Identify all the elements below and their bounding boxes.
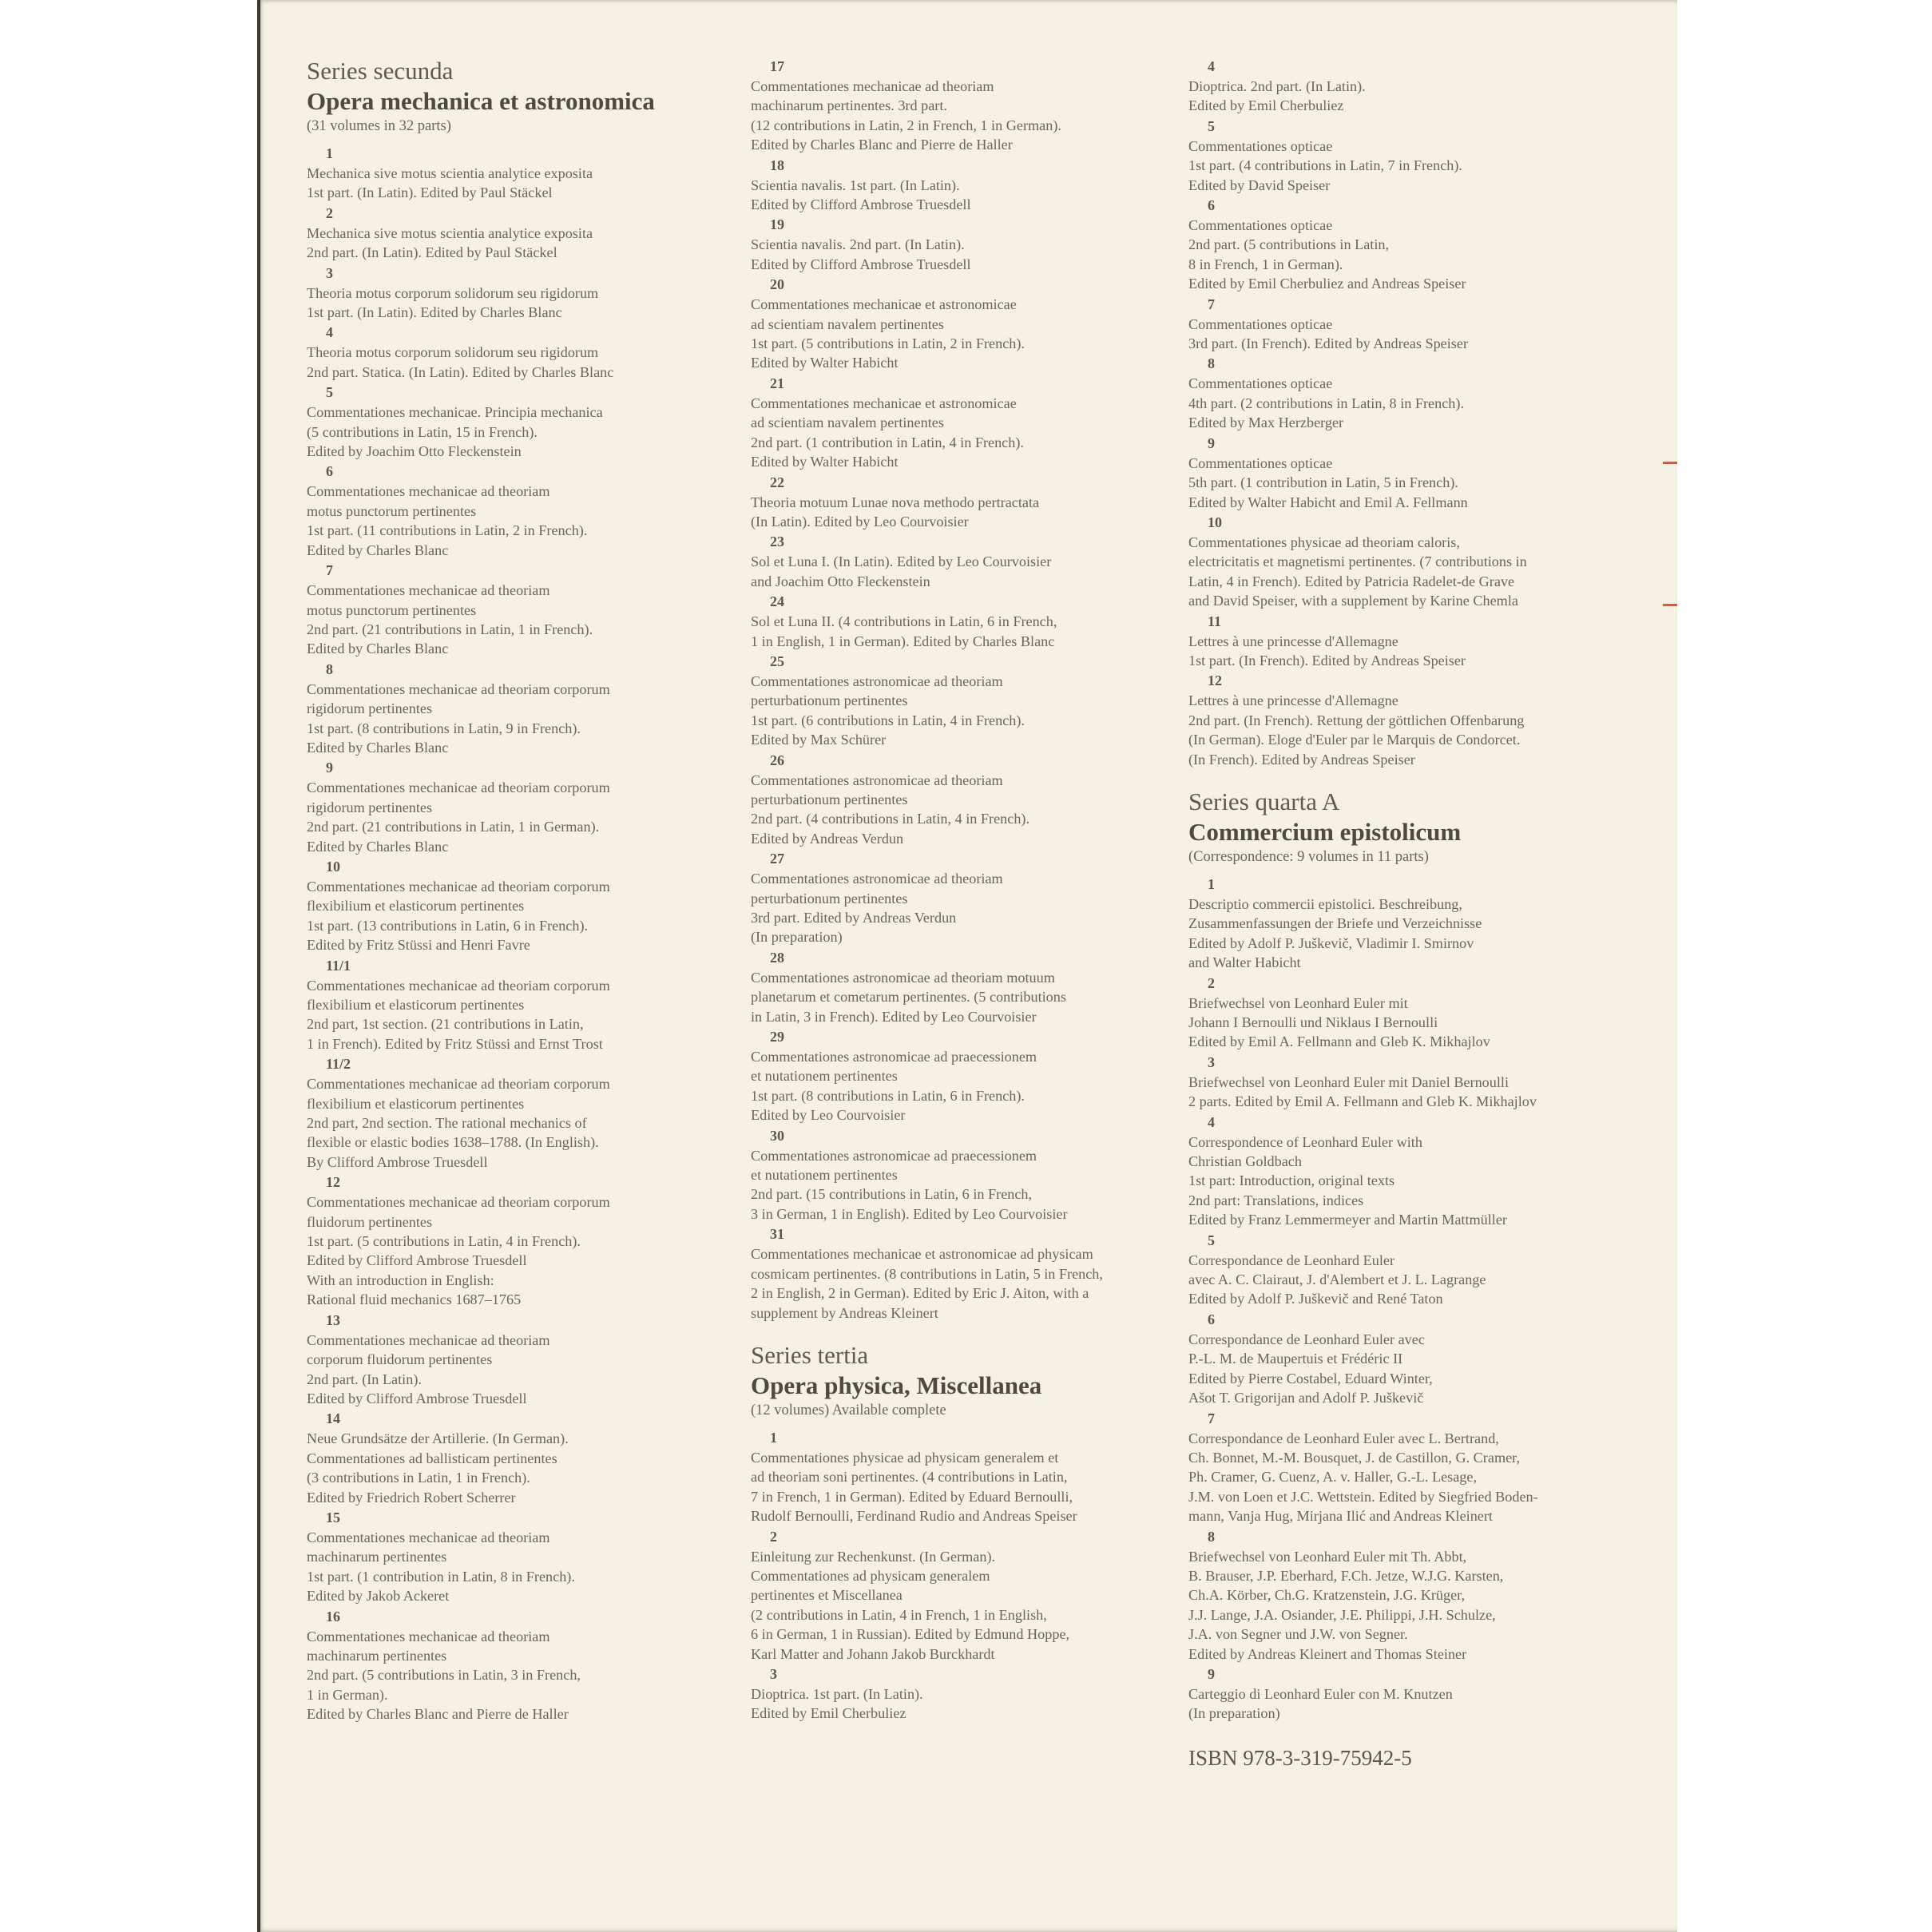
volume-number: 6 <box>1208 197 1215 214</box>
volume-entry <box>1188 56 1652 116</box>
volume-entry <box>751 750 1174 849</box>
volume-number: 22 <box>770 474 784 490</box>
volume-entry <box>307 263 714 323</box>
volume-description: Neue Grundsätze der Artillerie. (In German). Commentationes ad ballisticam pertinentes (3 contributions in Latin, 1 in French). Edited by Friedrich Robert Scherrer <box>307 1430 569 1506</box>
volume-number: 26 <box>770 752 784 768</box>
volume-number: 3 <box>1208 1053 1215 1070</box>
volume-number: 6 <box>326 463 333 480</box>
volume-number: 10 <box>326 858 340 875</box>
volume-number: 31 <box>770 1226 784 1243</box>
volume-description: Correspondance de Leonhard Euler avec L. Bertrand, Ch. Bonnet, M.-M. Bousquet, J. de Castillon, G. Cramer, Ph. Cramer, G. Cuenz, A. v. Haller, G.-L. Lesage, J.M. von Loen et J.C. Wettstein. Edited by Siegfried Boden- mann, Vanja Hug, Mirjana Ilić and Andreas Kleinert <box>1188 1430 1538 1525</box>
volume-entry <box>1188 1230 1652 1309</box>
volume-description: Commentationes mechanicae ad theoriam corporum flexibilium et elasticorum pertinentes 1st part. (13 contributions in Latin, 6 in French). Edited by Fritz Stüssi and Henri Favre <box>307 878 610 954</box>
volume-description: Commentationes mechanicae ad theoriam motus punctorum pertinentes 1st part. (11 contributions in Latin, 2 in French). Edited by Charles Blanc <box>307 483 588 558</box>
volume-entry <box>307 461 714 560</box>
edge-mark <box>1663 604 1677 606</box>
volume-number: 3 <box>326 264 333 281</box>
volume-description: Commentationes astronomicae ad theoriam perturbationum pertinentes 3rd part. Edited by Andreas Verdun (In preparation) <box>751 871 1003 946</box>
volume-number: 7 <box>1208 296 1215 312</box>
volume-entry <box>307 1408 714 1507</box>
series-block <box>1188 787 1652 1724</box>
volume-entry <box>751 531 1174 591</box>
volume-entry <box>307 382 714 461</box>
volume-number: 11/2 <box>326 1056 351 1073</box>
volume-entry <box>1188 973 1652 1052</box>
volume-description: Lettres à une princesse d'Allemagne 1st part. (In French). Edited by Andreas Speiser <box>1188 633 1466 668</box>
volume-entry <box>1188 1309 1652 1408</box>
volume-description: Theoria motus corporum solidorum seu rigidorum 2nd part. Statica. (In Latin). Edited by Charles Blanc <box>307 344 614 380</box>
volume-entry <box>751 1526 1174 1664</box>
volume-description: Commentationes astronomicae ad theoriam perturbationum pertinentes 2nd part. (4 contributions in Latin, 4 in French). Edited by Andreas Verdun <box>751 772 1030 847</box>
volume-number: 16 <box>326 1608 340 1625</box>
volume-description: Einleitung zur Rechenkunst. (In German). Commentationes ad physicam generalem pertinentes et Miscellanea (2 contributions in Latin, 4 in French, 1 in English, 6 in German, 1 in Russian). Edited by Edmund Hoppe, Karl Matter and Johann Jakob Burckhardt <box>751 1548 1070 1662</box>
volume-description: Commentationes mechanicae ad theoriam machinarum pertinentes 1st part. (1 contribution in Latin, 8 in French). Edited by Jakob Ackeret <box>307 1529 575 1605</box>
volume-number: 6 <box>1208 1311 1215 1327</box>
volume-entry <box>1188 195 1652 294</box>
volume-number: 5 <box>1208 1232 1215 1248</box>
volume-entry <box>751 155 1174 215</box>
volume-number: 5 <box>1208 117 1215 134</box>
volume-description: Commentationes mechanicae ad theoriam corporum fluidorum pertinentes 1st part. (5 contributions in Latin, 4 in French). Edited by Clifford Ambrose Truesdell With an introduction in English: Rational fluid mechanics 1687–1765 <box>307 1194 610 1308</box>
volume-entry <box>751 274 1174 373</box>
volume-description: Commentationes mechanicae ad theoriam corporum rigidorum pertinentes 1st part. (8 contributions in Latin, 9 in French). Edited by Charles Blanc <box>307 680 610 756</box>
volume-description: Commentationes opticae 4th part. (2 contributions in Latin, 8 in French). Edited by Max Herzberger <box>1188 375 1464 431</box>
volume-description: Commentationes mechanicae ad theoriam corporum flexibilium et elasticorum pertinentes 2nd part, 2nd section. The rational mechanics of flexible or elastic bodies 1638–1788. (In English). By Clifford Ambrose Truesdell <box>307 1076 610 1170</box>
volume-number: 8 <box>1208 355 1215 372</box>
volume-number: 28 <box>770 949 784 966</box>
series-block <box>307 56 714 1724</box>
volume-entry <box>1188 1664 1652 1724</box>
series-note: (Correspondence: 9 volumes in 11 parts) <box>1188 848 1429 865</box>
volume-number: 12 <box>1208 672 1222 689</box>
book-back-cover <box>257 0 1677 1932</box>
column-2 <box>751 56 1174 1724</box>
volume-number: 1 <box>326 145 333 161</box>
volume-entry <box>307 955 714 1054</box>
series-label: Series quarta A <box>1188 787 1340 815</box>
volume-description: Commentationes opticae 1st part. (4 contributions in Latin, 7 in French). Edited by David Speiser <box>1188 137 1462 193</box>
series-title: Opera physica, Miscellanea <box>751 1371 1042 1399</box>
volume-description: Scientia navalis. 1st part. (In Latin). Edited by Clifford Ambrose Truesdell <box>751 177 971 213</box>
volume-description: Theoria motus corporum solidorum seu rigidorum 1st part. (In Latin). Edited by Charles Blanc <box>307 284 599 321</box>
edge-mark <box>1663 462 1677 464</box>
volume-entry <box>1188 116 1652 195</box>
volume-description: Commentationes mechanicae ad theoriam machinarum pertinentes 2nd part. (5 contributions in Latin, 3 in French, 1 in German). Edited by Charles Blanc and Pierre de Haller <box>307 1628 581 1723</box>
series-block <box>1188 56 1652 769</box>
volume-number: 1 <box>770 1429 777 1446</box>
volume-entry <box>307 560 714 659</box>
volume-number: 19 <box>770 216 784 233</box>
volume-number: 10 <box>1208 514 1222 530</box>
column-1 <box>307 56 714 1724</box>
series-label: Series secunda <box>307 57 454 85</box>
volume-number: 21 <box>770 375 784 391</box>
volume-number: 9 <box>1208 434 1215 451</box>
volume-number: 2 <box>1208 974 1215 991</box>
volume-number: 20 <box>770 276 784 293</box>
volume-description: Commentationes physicae ad physicam generalem et ad theoriam soni pertinentes. (4 contributions in Latin, 7 in French, 1 in German). Edited by Eduard Bernoulli, Rudolf Bernoulli, Ferdinand Rudio and Andreas Speiser <box>751 1449 1077 1525</box>
series-note: (31 volumes in 32 parts) <box>307 118 451 134</box>
volume-description: Commentationes opticae 5th part. (1 contribution in Latin, 5 in French). Edited by Walter Habicht and Emil A. Fellmann <box>1188 454 1468 510</box>
volume-description: Commentationes mechanicae ad theoriam corporum flexibilium et elasticorum pertinentes 2nd part, 1st section. (21 contributions in Latin, 1 in French). Edited by Fritz Stüssi and Ernst Trost <box>307 977 610 1052</box>
volume-entry <box>751 1427 1174 1526</box>
volume-entry <box>307 322 714 382</box>
volume-entry <box>751 1026 1174 1125</box>
volume-description: Mechanica sive motus scientia analytice exposita 1st part. (In Latin). Edited by Paul Stäckel <box>307 165 593 201</box>
volume-description: Dioptrica. 1st part. (In Latin). Edited by Emil Cherbuliez <box>751 1685 923 1722</box>
volume-description: Correspondance de Leonhard Euler avec A. C. Clairaut, J. d'Alembert et J. L. Lagrange Edited by Adolf P. Juškevič and René Taton <box>1188 1252 1486 1307</box>
cover-spine-edge <box>257 0 260 1932</box>
volume-description: Commentationes astronomicae ad theoriam perturbationum pertinentes 1st part. (6 contributions in Latin, 4 in French). Edited by Max Schürer <box>751 672 1025 748</box>
volume-number: 12 <box>326 1174 340 1191</box>
volume-number: 8 <box>1208 1528 1215 1545</box>
volume-number: 8 <box>326 661 333 677</box>
volume-entry <box>1188 874 1652 973</box>
volume-description: Commentationes mechanicae ad theoriam corporum rigidorum pertinentes 2nd part. (21 contributions in Latin, 1 in German). Edited by Charles Blanc <box>307 780 610 855</box>
series-block <box>751 56 1174 1323</box>
volume-number: 27 <box>770 851 784 867</box>
volume-description: Commentationes physicae ad theoriam caloris, electricitatis et magnetismi pertinentes. (7 contributions in Latin, 4 in French). Edited by Patricia Radelet-de Grave and David Speiser, with a supplement by Karine Chemla <box>1188 534 1527 609</box>
volume-entry <box>751 651 1174 750</box>
volume-entry <box>1188 611 1652 671</box>
isbn-number: ISBN 978-3-319-75942-5 <box>1188 1745 1412 1770</box>
volume-number: 23 <box>770 534 784 550</box>
volume-entry <box>1188 294 1652 354</box>
volume-entry <box>751 1224 1174 1323</box>
series-title: Opera mechanica et astronomica <box>307 87 655 115</box>
series-title: Commercium epistolicum <box>1188 817 1462 846</box>
series-note: (12 volumes) Available complete <box>751 1402 946 1418</box>
volume-number: 2 <box>326 204 333 221</box>
volume-number: 3 <box>770 1665 777 1682</box>
volume-number: 30 <box>770 1127 784 1144</box>
volume-description: Commentationes mechanicae et astronomicae ad scientiam navalem pertinentes 1st part. (5 contributions in Latin, 2 in French). Edited by Walter Habicht <box>751 296 1025 371</box>
volume-entry <box>751 1664 1174 1724</box>
volume-description: Commentationes astronomicae ad praecessionem et nutationem pertinentes 1st part. (8 contributions in Latin, 6 in French). Edited by Leo Courvoisier <box>751 1049 1037 1124</box>
volume-number: 14 <box>326 1410 340 1427</box>
volume-number: 11 <box>1208 613 1222 629</box>
volume-number: 4 <box>326 324 333 341</box>
volume-entry <box>751 848 1174 947</box>
volume-description: Commentationes mechanicae ad theoriam corporum fluidorum pertinentes 2nd part. (In Latin). Edited by Clifford Ambrose Truesdell <box>307 1331 550 1406</box>
volume-entry <box>307 757 714 856</box>
volume-description: Scientia navalis. 2nd part. (In Latin). Edited by Clifford Ambrose Truesdell <box>751 236 971 272</box>
volume-entry <box>751 373 1174 472</box>
volume-entry <box>751 214 1174 274</box>
volume-entry <box>1188 1112 1652 1230</box>
volume-entry <box>1188 1408 1652 1526</box>
volume-number: 13 <box>326 1311 340 1328</box>
volume-number: 4 <box>1208 1113 1215 1130</box>
volume-entry <box>307 143 714 203</box>
volume-description: Commentationes opticae 2nd part. (5 contributions in Latin, 8 in French, 1 in German). Edited by Emil Cherbuliez and Andreas Speiser <box>1188 217 1466 292</box>
volume-entry <box>1188 512 1652 611</box>
volume-entry <box>1188 1526 1652 1664</box>
volume-number: 7 <box>326 562 333 579</box>
volume-description: Commentationes mechanicae et astronomicae ad physicam cosmicam pertinentes. (8 contributions in Latin, 5 in French, 2 in English, 2 in German). Edited by Eric J. Aiton, with a supplement by Andreas Kleinert <box>751 1246 1103 1321</box>
volume-number: 5 <box>326 384 333 401</box>
volume-number: 11/1 <box>326 957 351 974</box>
volume-description: Mechanica sive motus scientia analytice exposita 2nd part. (In Latin). Edited by Paul Stäckel <box>307 224 593 261</box>
volume-description: Commentationes mechanicae ad theoriam machinarum pertinentes. 3rd part. (12 contributions in Latin, 2 in French, 1 in German). Edited by Charles Blanc and Pierre de Haller <box>751 78 1061 153</box>
volume-entry <box>307 856 714 955</box>
volume-description: Commentationes astronomicae ad theoriam motuum planetarum et cometarum pertinentes. (5 contributions in Latin, 3 in French). Edited by Leo Courvoisier <box>751 969 1066 1025</box>
volume-description: Lettres à une princesse d'Allemagne 2nd part. (In French). Rettung der göttlichen Offenbarung (In German). Eloge d'Euler par le Marquis de Condorcet. (In French). Edited by Andreas Speiser <box>1188 692 1525 768</box>
volume-description: Dioptrica. 2nd part. (In Latin). Edited by Emil Cherbuliez <box>1188 78 1366 114</box>
volume-description: Correspondence of Leonhard Euler with Christian Goldbach 1st part: Introduction, original texts 2nd part: Translations, indices Edited by Franz Lemmermeyer and Martin Mattmüller <box>1188 1133 1507 1228</box>
volume-number: 2 <box>770 1528 777 1545</box>
volume-number: 24 <box>770 593 784 610</box>
volume-number: 4 <box>1208 58 1215 74</box>
volume-number: 29 <box>770 1029 784 1045</box>
volume-entry <box>1188 353 1652 432</box>
volume-description: Sol et Luna I. (In Latin). Edited by Leo Courvoisier and Joachim Otto Fleckenstein <box>751 553 1052 589</box>
volume-description: Sol et Luna II. (4 contributions in Latin, 6 in French, 1 in English, 1 in German). Edited by Charles Blanc <box>751 613 1057 649</box>
volume-description: Briefwechsel von Leonhard Euler mit Daniel Bernoulli 2 parts. Edited by Emil A. Fellmann and Gleb K. Mikhajlov <box>1188 1073 1537 1110</box>
volume-entry <box>307 1172 714 1309</box>
volume-entry <box>307 203 714 263</box>
volume-entry <box>1188 1052 1652 1112</box>
volume-number: 15 <box>326 1509 340 1525</box>
volume-entry <box>1188 670 1652 769</box>
volume-description: Commentationes mechanicae. Principia mechanica (5 contributions in Latin, 15 in French). Edited by Joachim Otto Fleckenstein <box>307 404 603 460</box>
volume-entry <box>307 1507 714 1606</box>
volume-description: Commentationes opticae 3rd part. (In French). Edited by Andreas Speiser <box>1188 315 1469 352</box>
column-3 <box>1188 56 1652 1771</box>
volume-number: 18 <box>770 157 784 173</box>
volume-number: 9 <box>1208 1665 1215 1682</box>
volume-entry <box>751 472 1174 532</box>
volume-entry <box>751 947 1174 1026</box>
volume-description: Briefwechsel von Leonhard Euler mit Th. Abbt, B. Brauser, J.P. Eberhard, F.Ch. Jetze, W.J.G. Karsten, Ch.A. Körber, Ch.G. Kratzenstein, J.G. Krüger, J.J. Lange, J.A. Osiander, J.E. Philippi, J.H. Schulze, J.A. von Segner und J.W. von Segner. Edited by Andreas Kleinert and Thomas Steiner <box>1188 1548 1504 1662</box>
volume-entry <box>307 1606 714 1724</box>
volume-number: 17 <box>770 58 784 74</box>
volume-entry <box>751 56 1174 155</box>
volume-description: Commentationes astronomicae ad praecessionem et nutationem pertinentes 2nd part. (15 contributions in Latin, 6 in French, 3 in German, 1 in English). Edited by Leo Courvoisier <box>751 1147 1068 1222</box>
volume-number: 9 <box>326 760 333 776</box>
volume-entry <box>1188 433 1652 512</box>
volume-description: Commentationes mechanicae et astronomicae ad scientiam navalem pertinentes 2nd part. (1 contribution in Latin, 4 in French). Edited by Walter Habicht <box>751 395 1024 470</box>
volume-entry <box>307 1310 714 1409</box>
volume-entry <box>751 591 1174 651</box>
volume-number: 7 <box>1208 1410 1215 1426</box>
volume-number: 1 <box>1208 875 1215 892</box>
volume-description: Descriptio commercii epistolici. Beschreibung, Zusammenfassungen der Briefe und Verzeichnisse Edited by Adolf P. Juškevič, Vladimir I. Smirnov and Walter Habicht <box>1188 895 1482 971</box>
volume-description: Theoria motuum Lunae nova methodo pertractata (In Latin). Edited by Leo Courvoisier <box>751 494 1040 530</box>
volume-description: Carteggio di Leonhard Euler con M. Knutzen (In preparation) <box>1188 1685 1453 1722</box>
series-label: Series tertia <box>751 1340 869 1369</box>
series-block <box>751 1340 1174 1724</box>
volume-number: 25 <box>770 653 784 669</box>
volume-entry <box>751 1125 1174 1224</box>
volume-description: Commentationes mechanicae ad theoriam motus punctorum pertinentes 2nd part. (21 contributions in Latin, 1 in French). Edited by Charles Blanc <box>307 582 593 657</box>
volume-entry <box>307 1053 714 1172</box>
volume-entry <box>307 659 714 758</box>
volume-description: Briefwechsel von Leonhard Euler mit Johann I Bernoulli und Niklaus I Bernoulli Edited by Emil A. Fellmann and Gleb K. Mikhajlov <box>1188 994 1490 1050</box>
volume-description: Correspondance de Leonhard Euler avec P.-L. M. de Maupertuis et Frédéric II Edited by Pierre Costabel, Eduard Winter, Ašot T. Grigorijan and Adolf P. Juškevič <box>1188 1331 1433 1406</box>
